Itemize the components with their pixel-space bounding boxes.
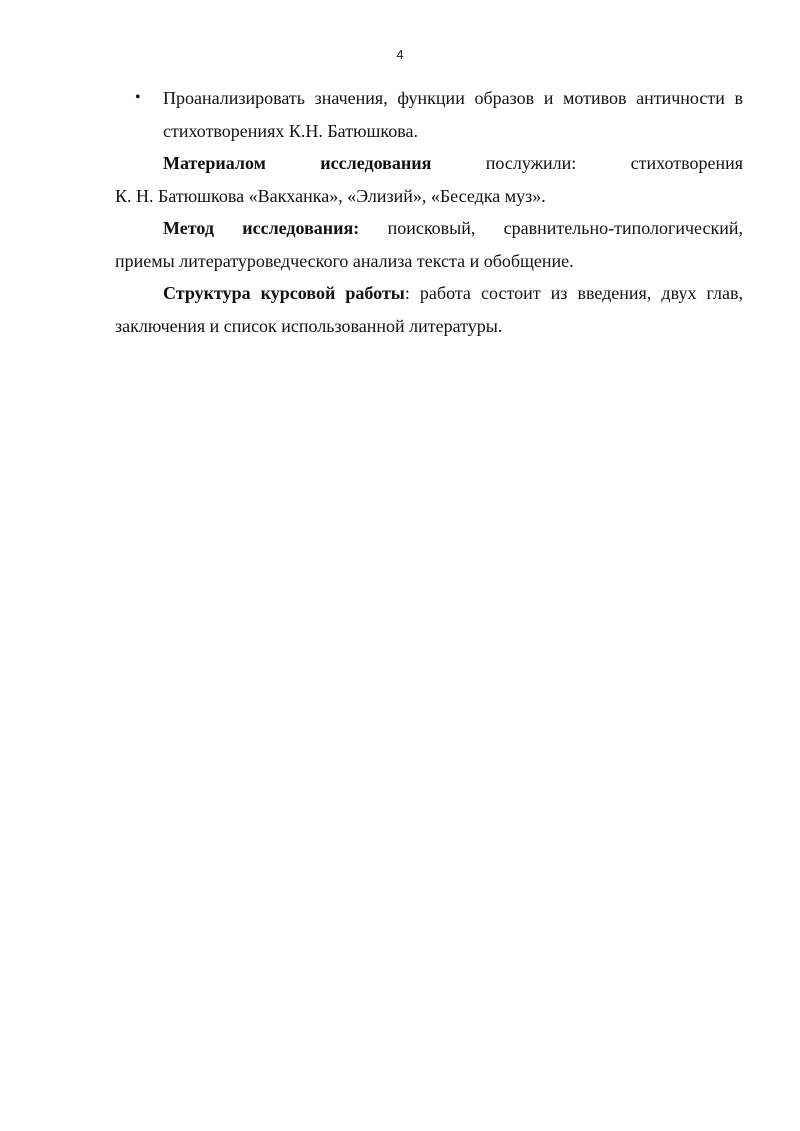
- bullet-line-1: Проанализировать значения, функции образов и мотивов античности в: [163, 88, 743, 108]
- structure-label: Структура курсовой работы: [163, 283, 405, 303]
- material-label: Материалом исследования: [163, 153, 432, 173]
- structure-line-1: [115, 277, 743, 310]
- method-line-1: [115, 212, 743, 245]
- method-label: Метод исследования:: [163, 218, 360, 238]
- document-body: [115, 82, 743, 342]
- method-paragraph: [115, 212, 743, 277]
- bullet-line-2: стихотворениях К.Н. Батюшкова.: [163, 120, 418, 141]
- material-line-2: К. Н. Батюшкова «Вакханка», «Элизий», «Беседка муз».: [115, 185, 546, 206]
- structure-line-1-text: : работа состоит из введения, двух глав,: [404, 283, 743, 303]
- page-number: 4: [396, 47, 404, 62]
- bullet-list-item: [115, 82, 743, 147]
- method-line-2: приемы литературоведческого анализа текста и обобщение.: [115, 250, 574, 271]
- material-line-1-text: послужили: стихотворения: [431, 153, 743, 173]
- material-line-1: [115, 147, 743, 180]
- method-line-1-text: поисковый, сравнительно-типологический,: [359, 218, 743, 238]
- structure-line-2: заключения и список использованной литературы.: [115, 315, 503, 336]
- bullet-icon: •: [135, 89, 141, 106]
- structure-paragraph: [115, 277, 743, 342]
- material-paragraph: [115, 147, 743, 212]
